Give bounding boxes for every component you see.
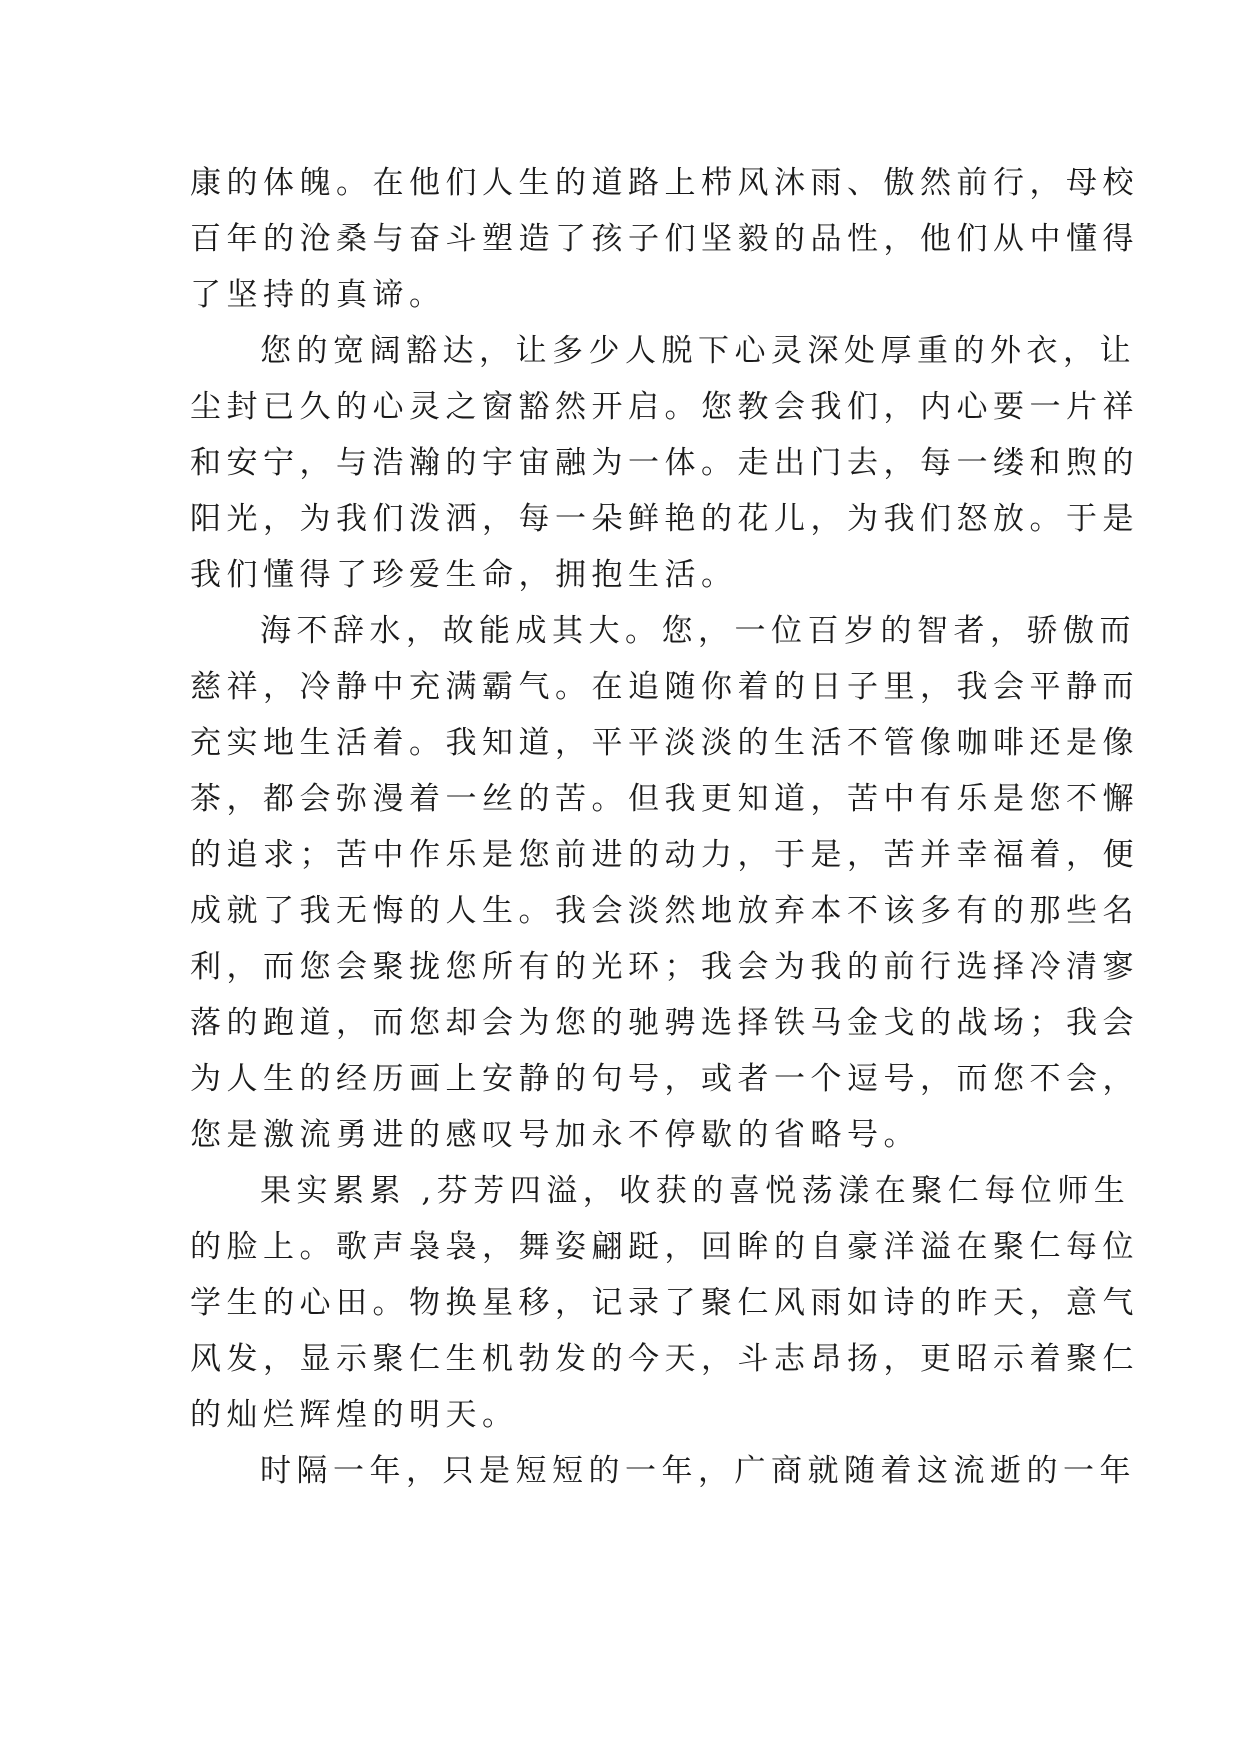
text-line: 您是激流勇进的感叹号加永不停歇的省略号。 (190, 1117, 920, 1153)
text-line: 利，而您会聚拢您所有的光环；我会为我的前行选择冷清寥 (190, 949, 1139, 985)
text-line: 尘封已久的心灵之窗豁然开启。您教会我们，内心要一片祥 (190, 389, 1139, 425)
paragraph-first-line: 海不辞水，故能成其大。您，一位百岁的智者，骄傲而 (260, 613, 1136, 649)
text-line: 的脸上。歌声袅袅，舞姿翩跹，回眸的自豪洋溢在聚仁每位 (190, 1229, 1139, 1265)
text-line: 我们懂得了珍爱生命，拥抱生活。 (190, 557, 738, 593)
text-line: 慈祥，冷静中充满霸气。在追随你着的日子里，我会平静而 (190, 669, 1139, 705)
text-line: 风发，显示聚仁生机勃发的今天，斗志昂扬，更昭示着聚仁 (190, 1341, 1139, 1377)
paragraph-first-line: 时隔一年，只是短短的一年，广商就随着这流逝的一年 (260, 1453, 1136, 1489)
text-line: 的灿烂辉煌的明天。 (190, 1397, 519, 1433)
text-line: 学生的心田。物换星移，记录了聚仁风雨如诗的昨天，意气 (190, 1285, 1139, 1321)
paragraph-first-line: 您的宽阔豁达，让多少人脱下心灵深处厚重的外衣，让 (260, 333, 1136, 369)
text-line: 和安宁，与浩瀚的宇宙融为一体。走出门去，每一缕和煦的 (190, 445, 1139, 481)
text-line: 落的跑道，而您却会为您的驰骋选择铁马金戈的战场；我会 (190, 1005, 1139, 1041)
text-line: 茶，都会弥漫着一丝的苦。但我更知道，苦中有乐是您不懈 (190, 781, 1139, 817)
body-text (190, 155, 1139, 1499)
text-line: 的追求；苦中作乐是您前进的动力，于是，苦并幸福着，便 (190, 837, 1139, 873)
text-line: 了坚持的真谛。 (190, 277, 446, 313)
text-line: 百年的沧桑与奋斗塑造了孩子们坚毅的品性，他们从中懂得 (190, 221, 1139, 257)
paragraph-first-line: 果实累累 ,芬芳四溢，收获的喜悦荡漾在聚仁每位师生 (260, 1173, 1131, 1209)
text-line: 康的体魄。在他们人生的道路上栉风沐雨、傲然前行，母校 (190, 165, 1139, 201)
text-line: 充实地生活着。我知道，平平淡淡的生活不管像咖啡还是像 (190, 725, 1139, 761)
text-line: 阳光，为我们泼洒，每一朵鲜艳的花儿，为我们怒放。于是 (190, 501, 1139, 537)
text-line: 为人生的经历画上安静的句号，或者一个逗号，而您不会， (190, 1061, 1139, 1097)
text-line: 成就了我无悔的人生。我会淡然地放弃本不该多有的那些名 (190, 893, 1139, 929)
